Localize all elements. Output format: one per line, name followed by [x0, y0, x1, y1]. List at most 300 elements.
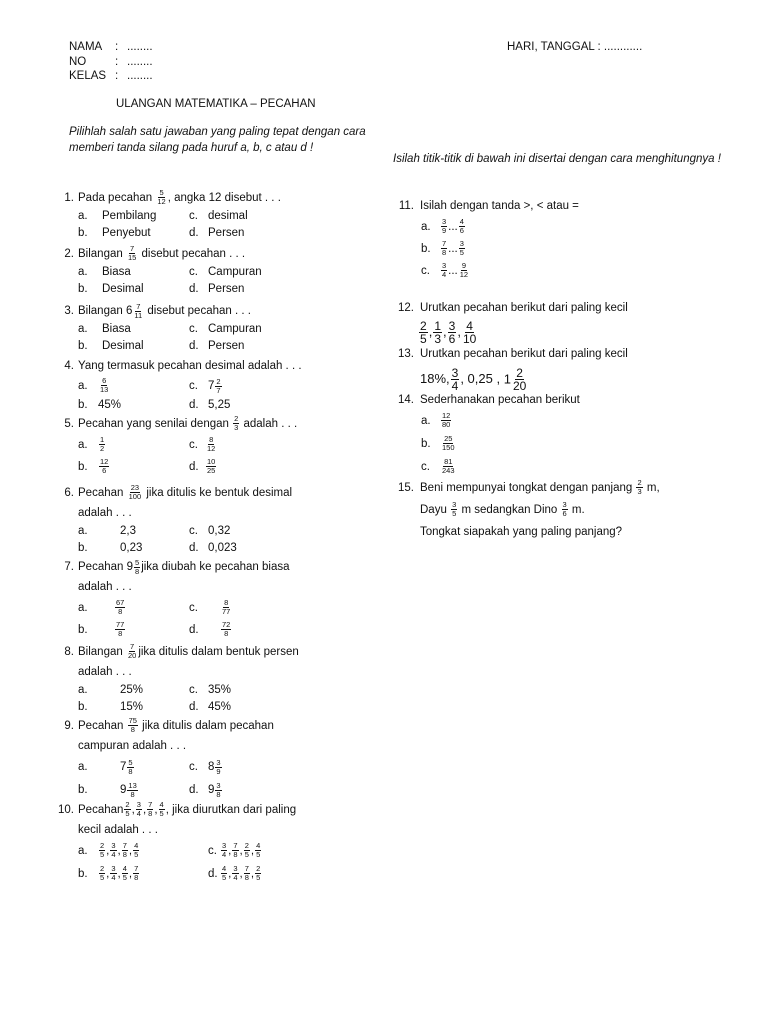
- fraction: [127, 643, 137, 660]
- question-text: Pecahan: [78, 720, 124, 732]
- fraction: [99, 458, 109, 475]
- fraction: [462, 320, 477, 345]
- fraction: [221, 621, 231, 638]
- denominator: 8: [118, 607, 123, 617]
- numerator: 3: [562, 500, 567, 510]
- denominator: 8: [244, 873, 249, 883]
- fraction: [221, 599, 231, 616]
- fraction: [215, 759, 221, 776]
- denominator: 20: [127, 651, 137, 661]
- option-letter[interactable]: b.: [78, 399, 88, 411]
- option-letter[interactable]: b.: [78, 227, 88, 239]
- numerator: 9: [461, 261, 467, 271]
- question-number: 10.: [58, 804, 74, 816]
- numerator: 3: [136, 800, 141, 810]
- question-number: 13.: [398, 348, 414, 360]
- denominator: 20: [512, 379, 527, 394]
- numerator: 72: [222, 620, 231, 630]
- fraction: [128, 717, 138, 734]
- whole-number: 6: [125, 305, 133, 317]
- option-letter[interactable]: b.: [421, 438, 431, 450]
- numerator: 4: [256, 841, 261, 851]
- numerator: 75: [128, 716, 137, 726]
- fraction: [133, 865, 139, 882]
- fraction: [233, 415, 239, 432]
- denominator: 4: [111, 873, 116, 883]
- fraction: [122, 865, 128, 882]
- denominator: 8: [442, 248, 447, 258]
- question-text: Tongkat siapakah yang paling panjang?: [420, 526, 623, 538]
- question-number: 1.: [64, 192, 74, 204]
- numerator: 7: [122, 841, 127, 851]
- nama-colon: :: [115, 41, 119, 53]
- denominator: 8: [216, 790, 221, 799]
- question-text: Beni mempunyai tongkat dengan panjang: [420, 482, 633, 494]
- right-column: [372, 0, 752, 1024]
- whole-number: 9: [120, 784, 127, 796]
- numerator: 3: [216, 758, 221, 767]
- denominator: 12: [459, 270, 469, 280]
- fraction: [99, 842, 105, 859]
- question-text: , jika diurutkan dari paling: [165, 804, 297, 816]
- numerator: 3: [459, 239, 464, 249]
- instructions-right: Isilah titik-titik di bawah ini disertai dengan cara menghitungnya !: [393, 153, 721, 165]
- denominator: 8: [134, 873, 139, 883]
- whole-number: 8: [208, 761, 215, 773]
- numerator: 2: [100, 841, 105, 851]
- denominator: 11: [134, 310, 143, 320]
- option-text: 2,3: [120, 525, 136, 537]
- kelas-blank: ........: [127, 70, 153, 82]
- denominator: 8: [118, 629, 123, 639]
- option-text: 5,25: [208, 399, 231, 411]
- denominator: 5: [459, 248, 464, 258]
- fraction: [128, 484, 143, 501]
- denominator: 5: [125, 809, 130, 819]
- numerator: 3: [233, 864, 238, 874]
- numerator: 7: [148, 800, 153, 810]
- numerator: 4: [466, 319, 473, 334]
- fraction: [133, 842, 139, 859]
- question-13: [372, 344, 752, 394]
- question-14: [372, 390, 752, 479]
- question-text: Bilangan: [78, 248, 123, 260]
- option-letter[interactable]: a.: [78, 266, 88, 278]
- fraction: [255, 865, 261, 882]
- option-letter[interactable]: b.: [78, 784, 88, 796]
- option-text: desimal: [208, 210, 248, 222]
- denominator: 6: [459, 226, 464, 236]
- question-text: jika ditulis dalam bentuk persen: [138, 646, 299, 658]
- option-letter[interactable]: a.: [78, 525, 88, 537]
- fraction: [99, 436, 105, 453]
- fraction: [221, 865, 227, 882]
- question-number: 8.: [64, 646, 74, 658]
- numerator: 4: [134, 841, 139, 851]
- numerator: 5: [159, 188, 164, 198]
- numerator: 2: [234, 414, 239, 424]
- fraction: [127, 782, 137, 799]
- question-text: Dayu: [420, 504, 447, 516]
- fraction: [136, 801, 142, 818]
- numerator: 6: [102, 376, 107, 386]
- fraction: [215, 782, 221, 799]
- numerator: 1: [100, 435, 105, 445]
- date-field: HARI, TANGGAL : ............: [507, 41, 643, 53]
- question-text: adalah . . .: [78, 666, 132, 678]
- numerator: 13: [128, 781, 137, 790]
- page-title: ULANGAN MATEMATIKA – PECAHAN: [116, 98, 316, 110]
- denominator: 8: [135, 566, 140, 576]
- option-letter[interactable]: b.: [78, 624, 88, 636]
- option-text: Biasa: [102, 266, 131, 278]
- question-text: adalah . . .: [78, 581, 132, 593]
- fraction: [99, 865, 105, 882]
- numerator: 8: [224, 598, 229, 608]
- denominator: 8: [233, 850, 238, 860]
- option-text: 35%: [208, 684, 232, 696]
- option-text: Pembilang: [102, 210, 157, 222]
- numerator: 3: [442, 261, 447, 271]
- option-text: Persen: [208, 227, 245, 239]
- denominator: 5: [420, 332, 427, 347]
- nama-blank: ........: [127, 41, 153, 53]
- option-text: 25%: [120, 684, 144, 696]
- fraction: [244, 842, 250, 859]
- numerator: 2: [100, 864, 105, 874]
- denominator: 15: [127, 253, 137, 263]
- numerator: 12: [442, 411, 451, 421]
- option-text: Desimal: [102, 283, 144, 295]
- fraction: [124, 801, 130, 818]
- option-text: Persen: [208, 340, 245, 352]
- denominator: 4: [136, 809, 141, 819]
- option-letter[interactable]: b.: [78, 868, 88, 880]
- denominator: 8: [130, 725, 135, 735]
- option-text: 15%: [120, 701, 144, 713]
- option-letter[interactable]: c.: [189, 439, 198, 451]
- fraction: [459, 218, 465, 235]
- fraction: [206, 436, 216, 453]
- question-number: 15.: [398, 482, 414, 494]
- option-letter[interactable]: a.: [78, 210, 88, 222]
- option-text: Persen: [208, 283, 245, 295]
- fraction: [99, 377, 109, 394]
- question-text: disebut pecahan . . .: [147, 305, 251, 318]
- option-letter[interactable]: d.: [189, 283, 199, 295]
- numerator: 5: [135, 557, 140, 567]
- denominator: 12: [207, 444, 216, 454]
- denominator: 5: [256, 850, 261, 860]
- fraction: [441, 218, 447, 235]
- option-letter[interactable]: d.: [189, 227, 199, 239]
- option-letter[interactable]: a.: [78, 845, 88, 857]
- option-letter[interactable]: b.: [78, 461, 88, 473]
- fraction: [215, 378, 221, 395]
- numerator: 23: [130, 483, 140, 493]
- denominator: 4: [233, 873, 238, 883]
- numerator: 7: [442, 239, 447, 249]
- question-text: m.: [571, 504, 585, 516]
- denominator: 5: [100, 873, 105, 883]
- question-text: Pecahan: [78, 804, 124, 816]
- numerator: 2: [637, 478, 642, 488]
- numerator: 10: [207, 457, 216, 467]
- numerator: 77: [116, 620, 125, 630]
- option-letter[interactable]: c.: [421, 461, 430, 473]
- fraction: [134, 559, 140, 576]
- numerator: 12: [100, 457, 109, 467]
- denominator: 4: [442, 270, 447, 280]
- denominator: 6: [102, 466, 107, 476]
- numerator: 7: [134, 864, 139, 874]
- numerator: 2: [216, 377, 221, 386]
- fraction: [441, 412, 451, 429]
- denominator: 10: [462, 332, 477, 347]
- question-number: 12.: [398, 302, 414, 314]
- fraction: [441, 458, 456, 475]
- question-number: 14.: [398, 394, 414, 406]
- denominator: 5: [452, 509, 457, 519]
- question-3: [48, 301, 378, 355]
- fraction: [451, 501, 457, 518]
- numerator: 3: [442, 217, 447, 227]
- option-text: Penyebut: [102, 227, 151, 239]
- fraction: [115, 599, 125, 616]
- kelas-colon: :: [115, 70, 119, 82]
- denominator: 8: [224, 629, 229, 639]
- fraction: [232, 842, 238, 859]
- fraction: [441, 262, 447, 279]
- denominator: 243: [442, 466, 455, 476]
- question-11: [372, 196, 752, 282]
- fraction: [110, 865, 116, 882]
- option-letter[interactable]: a.: [78, 439, 88, 451]
- no-blank: ........: [127, 55, 153, 68]
- comparison-blank[interactable]: ...: [448, 243, 458, 255]
- numerator: 3: [111, 841, 116, 851]
- fraction: [127, 245, 137, 262]
- fraction: [419, 320, 428, 345]
- option-letter[interactable]: b.: [421, 243, 431, 255]
- question-6: [48, 483, 378, 557]
- denominator: 5: [159, 809, 164, 819]
- option-letter[interactable]: c.: [189, 380, 198, 392]
- denominator: 2: [100, 444, 105, 454]
- option-letter[interactable]: d.: [189, 461, 199, 473]
- question-text: disebut pecahan . . .: [141, 248, 246, 260]
- option-letter[interactable]: d.: [208, 868, 218, 880]
- whole-number: 1: [503, 371, 511, 387]
- option-letter[interactable]: c.: [189, 761, 198, 773]
- fraction: [122, 842, 128, 859]
- denominator: 8: [148, 809, 153, 819]
- numerator: 5: [128, 758, 133, 767]
- numerator: 7: [130, 244, 135, 254]
- denominator: 8: [130, 790, 135, 799]
- denominator: 5: [100, 850, 105, 860]
- option-letter[interactable]: a.: [421, 415, 431, 427]
- question-number: 11.: [398, 200, 414, 212]
- option-letter[interactable]: d.: [189, 784, 199, 796]
- denominator: 8: [122, 850, 127, 860]
- question-2: [48, 244, 378, 298]
- option-letter[interactable]: c.: [189, 266, 198, 278]
- question-15: [372, 478, 752, 542]
- option-letter[interactable]: c.: [421, 265, 430, 277]
- numerator: 4: [159, 800, 164, 810]
- question-9: [48, 716, 378, 802]
- question-5: [48, 414, 378, 478]
- numerator: 4: [122, 864, 127, 874]
- question-text: , angka 12 disebut . . .: [167, 192, 281, 204]
- denominator: 4: [451, 379, 459, 394]
- numerator: 7: [244, 864, 249, 874]
- denominator: 7: [216, 386, 221, 395]
- denominator: 9: [442, 226, 447, 236]
- denominator: 9: [216, 767, 221, 776]
- option-letter[interactable]: c.: [189, 684, 198, 696]
- question-text: jika ditulis dalam pecahan: [142, 720, 274, 732]
- option-letter[interactable]: d.: [189, 399, 199, 411]
- denominator: 12: [157, 197, 166, 207]
- decimal-value: , 0,25 ,: [460, 371, 501, 386]
- option-text: Desimal: [102, 340, 144, 352]
- option-letter[interactable]: d.: [189, 701, 199, 713]
- option-letter[interactable]: a.: [78, 761, 88, 773]
- fraction: [459, 262, 469, 279]
- question-7: [48, 557, 378, 641]
- percent-value: 18%,: [420, 371, 450, 386]
- denominator: 5: [122, 873, 127, 883]
- denominator: 3: [637, 487, 642, 497]
- numerator: 7: [130, 642, 135, 652]
- option-letter[interactable]: b.: [78, 701, 88, 713]
- question-text: jika ditulis ke bentuk desimal: [146, 487, 293, 499]
- denominator: 6: [448, 332, 456, 347]
- question-text: Pecahan: [78, 561, 124, 574]
- numerator: 3: [222, 841, 227, 851]
- question-8: [48, 642, 378, 716]
- option-letter[interactable]: a.: [78, 380, 88, 392]
- numerator: 81: [444, 457, 453, 467]
- option-text: 0,23: [120, 542, 143, 554]
- question-text: m,: [646, 482, 660, 494]
- numerator: 4: [222, 864, 227, 874]
- numerator: 2: [244, 841, 249, 851]
- fraction: [441, 240, 447, 257]
- numerator: 2: [420, 319, 427, 334]
- option-letter[interactable]: c.: [189, 323, 198, 335]
- option-text: 0,023: [208, 542, 237, 554]
- option-letter[interactable]: c.: [208, 845, 217, 857]
- fraction: [156, 189, 166, 206]
- option-letter[interactable]: b.: [78, 542, 88, 554]
- question-number: 4.: [64, 360, 74, 372]
- fraction: [115, 621, 125, 638]
- denominator: 5: [222, 873, 227, 883]
- nama-label: NAMA: [69, 41, 103, 53]
- option-letter[interactable]: d.: [189, 624, 199, 636]
- numerator: 67: [116, 598, 125, 608]
- option-letter[interactable]: b.: [78, 340, 88, 352]
- numerator: 25: [444, 434, 453, 444]
- question-text: adalah . . .: [243, 418, 298, 430]
- numerator: 8: [209, 435, 214, 445]
- denominator: 3: [434, 332, 441, 347]
- denominator: 4: [222, 850, 227, 860]
- question-text: jika diubah ke pecahan biasa: [141, 561, 290, 574]
- comparison-blank[interactable]: ...: [448, 265, 458, 277]
- no-label: NO: [69, 55, 87, 68]
- question-number: 2.: [64, 248, 74, 260]
- fraction: [110, 842, 116, 859]
- comparison-blank[interactable]: ...: [448, 221, 458, 233]
- option-letter[interactable]: a.: [421, 221, 431, 233]
- option-text: 0,32: [208, 525, 231, 537]
- denominator: 13: [100, 385, 109, 395]
- option-text: Campuran: [208, 323, 262, 335]
- question-text: Urutkan pecahan berikut dari paling kecil: [420, 302, 628, 314]
- question-number: 6.: [64, 487, 74, 499]
- option-letter[interactable]: a.: [78, 602, 88, 614]
- numerator: 2: [256, 864, 261, 874]
- option-letter[interactable]: c.: [189, 210, 198, 222]
- denominator: 100: [128, 492, 142, 502]
- fraction: [244, 865, 250, 882]
- instructions-left: Pilihlah salah satu jawaban yang paling tepat dengan cara memberi tanda silang pada huruf a, b, c atau d !: [69, 126, 366, 154]
- denominator: 5: [244, 850, 249, 860]
- fraction: [451, 367, 460, 392]
- fraction: [459, 240, 465, 257]
- numerator: 7: [136, 301, 141, 311]
- denominator: 6: [562, 509, 567, 519]
- option-text: Biasa: [102, 323, 131, 335]
- option-letter[interactable]: c.: [189, 602, 198, 614]
- option-letter[interactable]: d.: [189, 340, 199, 352]
- option-letter[interactable]: c.: [189, 525, 198, 537]
- denominator: 5: [256, 873, 261, 883]
- fraction: [133, 303, 143, 320]
- fraction-sequence: $\frac{2}{5}$ , $\frac{1}{3}$ , $\frac{3}{6}$ , $\frac{4}{10}$: [420, 319, 477, 347]
- numerator: 7: [233, 841, 238, 851]
- fraction: [448, 320, 457, 345]
- option-text: 45%: [208, 701, 232, 713]
- question-text: m sedangkan Dino: [461, 504, 558, 516]
- whole-number: 7: [120, 761, 127, 773]
- question-number: 9.: [64, 720, 74, 732]
- fraction: [147, 801, 153, 818]
- left-column: [48, 0, 378, 1024]
- question-text: Urutkan pecahan berikut dari paling kecil: [420, 348, 628, 360]
- denominator: 77: [222, 607, 231, 617]
- option-letter[interactable]: a.: [78, 323, 88, 335]
- question-text: Pecahan: [78, 487, 124, 499]
- question-10: 10. Pecahan $\frac{2}{5}$ , $\frac{3}{4}$ , $\frac{7}{8}$ , $\frac{4}{5}$ , jika diurutkan dari paling kecil adalah . . . a. $\frac{2}{5}$ , $\frac{3}{4}$ , $\frac{7}{8}$ , $\frac{4}{5}$ c. $\frac{3}{4}$ , $\frac{7}{8}$ , $\frac{2}{5}$ , $\frac{4}{5}$ b. $\frac{2}{5}$ , $\frac{3}{4}$ , $\frac{4}{5}$ , $\frac{7}{8}$ d. $\frac{4}{5}$ , $\frac{3}{4}$ , $\frac{7}{8}$ , $\frac{2}{5}$: [48, 800, 378, 886]
- question-text: Isilah dengan tanda >, < atau =: [420, 200, 579, 212]
- denominator: 25: [207, 466, 216, 476]
- option-letter[interactable]: b.: [78, 283, 88, 295]
- question-text: Sederhanakan pecahan berikut: [420, 394, 580, 406]
- numerator: 3: [451, 366, 459, 381]
- denominator: 8: [128, 767, 133, 776]
- question-text: Pecahan yang senilai dengan: [78, 418, 229, 430]
- question-text: Yang termasuk pecahan desimal adalah . . .: [78, 360, 302, 372]
- option-letter[interactable]: d.: [189, 542, 199, 554]
- question-text: Bilangan: [78, 646, 123, 658]
- option-letter[interactable]: a.: [78, 684, 88, 696]
- whole-number: 9: [126, 561, 134, 573]
